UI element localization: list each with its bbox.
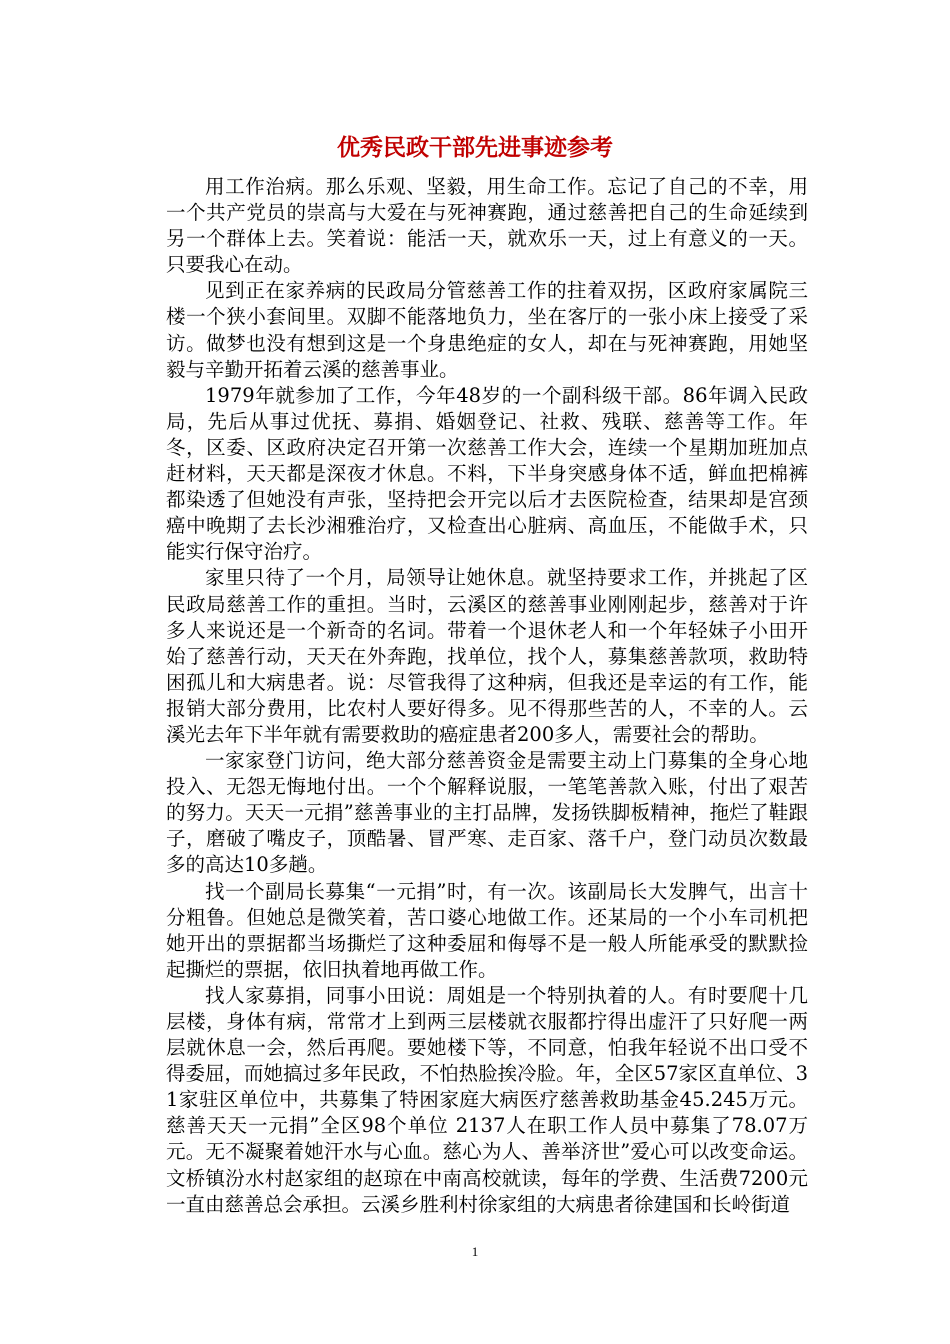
- body-paragraph: 找人家募捐，同事小田说：周姐是一个特别执着的人。有时要爬十几层楼，身体有病，常常才上到两三层楼就衣服都拧得出虚汗了只好爬一两层就休息一会，然后再爬。要她楼下等，不同意，怕我年轻说不出口受不得委屈，而她搞过多年民政，不怕热脸挨冷脸。年，全区57家区直单位、31家驻区单位中，共募集了特困家庭大病医疗慈善救助基金45.245万元。慈善天天一元捐”全区98个单位 2137人在职工作人员中募集了78.07万元。无不凝聚着她汗水与心血。慈心为人、善举济世”爱心可以改变命运。文桥镇汾水村赵家组的赵琼在中南高校就读，每年的学费、生活费7200元一直由慈善总会承担。云溪乡胜利村徐家组的大病患者徐建国和长岭街道: [166, 983, 808, 1216]
- document-body: [166, 174, 808, 1218]
- document-title: 优秀民政干部先进事迹参考: [337, 135, 613, 161]
- body-paragraph: 家里只待了一个月，局领导让她休息。就坚持要求工作，并挑起了区民政局慈善工作的重担。当时，云溪区的慈善事业刚刚起步，慈善对于许多人来说还是一个新奇的名词。带着一个退休老人和一个年轻妹子小田开始了慈善行动，天天在外奔跑，找单位，找个人，募集慈善款项，救助特困孤儿和大病患者。说：尽管我得了这种病，但我还是幸运的有工作，能报销大部分费用，比农村人要好得多。见不得那些苦的人，不幸的人。云溪光去年下半年就有需要救助的癌症患者200多人，需要社会的帮助。: [166, 566, 808, 746]
- body-paragraph: 1979年就参加了工作，今年48岁的一个副科级干部。86年调入民政局，先后从事过优抚、募捐、婚姻登记、社救、残联、慈善等工作。年冬，区委、区政府决定召开第一次慈善工作大会，连续一个星期加班加点赶材料，天天都是深夜才休息。不料，下半身突感身体不适，鲜血把棉裤都染透了但她没有声张，坚持把会开完以后才去医院检查，结果却是宫颈癌中晚期了去长沙湘雅治疗，又检查出心脏病、高血压，不能做手术，只能实行保守治疗。: [166, 383, 808, 564]
- body-paragraph: 找一个副局长募集“一元捐”时，有一次。该副局长大发脾气，出言十分粗鲁。但她总是微笑着，苦口婆心地做工作。还某局的一个小车司机把她开出的票据都当场撕烂了这种委屈和侮辱不是一般人所能承受的默默捡起撕烂的票据，依旧执着地再做工作。: [166, 879, 808, 981]
- body-paragraph: 见到正在家养病的民政局分管慈善工作的拄着双拐，区政府家属院三楼一个狭小套间里。双脚不能落地负力，坐在客厅的一张小床上接受了采访。做梦也没有想到这是一个身患绝症的女人，却在与死神赛跑，用她坚毅与辛勤开拓着云溪的慈善事业。: [166, 279, 808, 381]
- page-number: 1: [471, 1244, 479, 1259]
- body-paragraph: 一家家登门访问，绝大部分慈善资金是需要主动上门募集的全身心地投入、无怨无悔地付出。一个个解释说服，一笔笔善款入账，付出了艰苦的努力。天天一元捐”慈善事业的主打品牌，发扬铁脚板精神，拖烂了鞋跟子，磨破了嘴皮子，顶酷暑、冒严寒、走百家、落千户，登门动员次数最多的高达10多趟。: [166, 749, 808, 877]
- body-paragraph: 用工作治病。那么乐观、坚毅，用生命工作。忘记了自己的不幸，用一个共产党员的崇高与大爱在与死神赛跑，通过慈善把自己的生命延续到另一个群体上去。笑着说：能活一天，就欢乐一天，过上有意义的一天。只要我心在动。: [166, 175, 808, 277]
